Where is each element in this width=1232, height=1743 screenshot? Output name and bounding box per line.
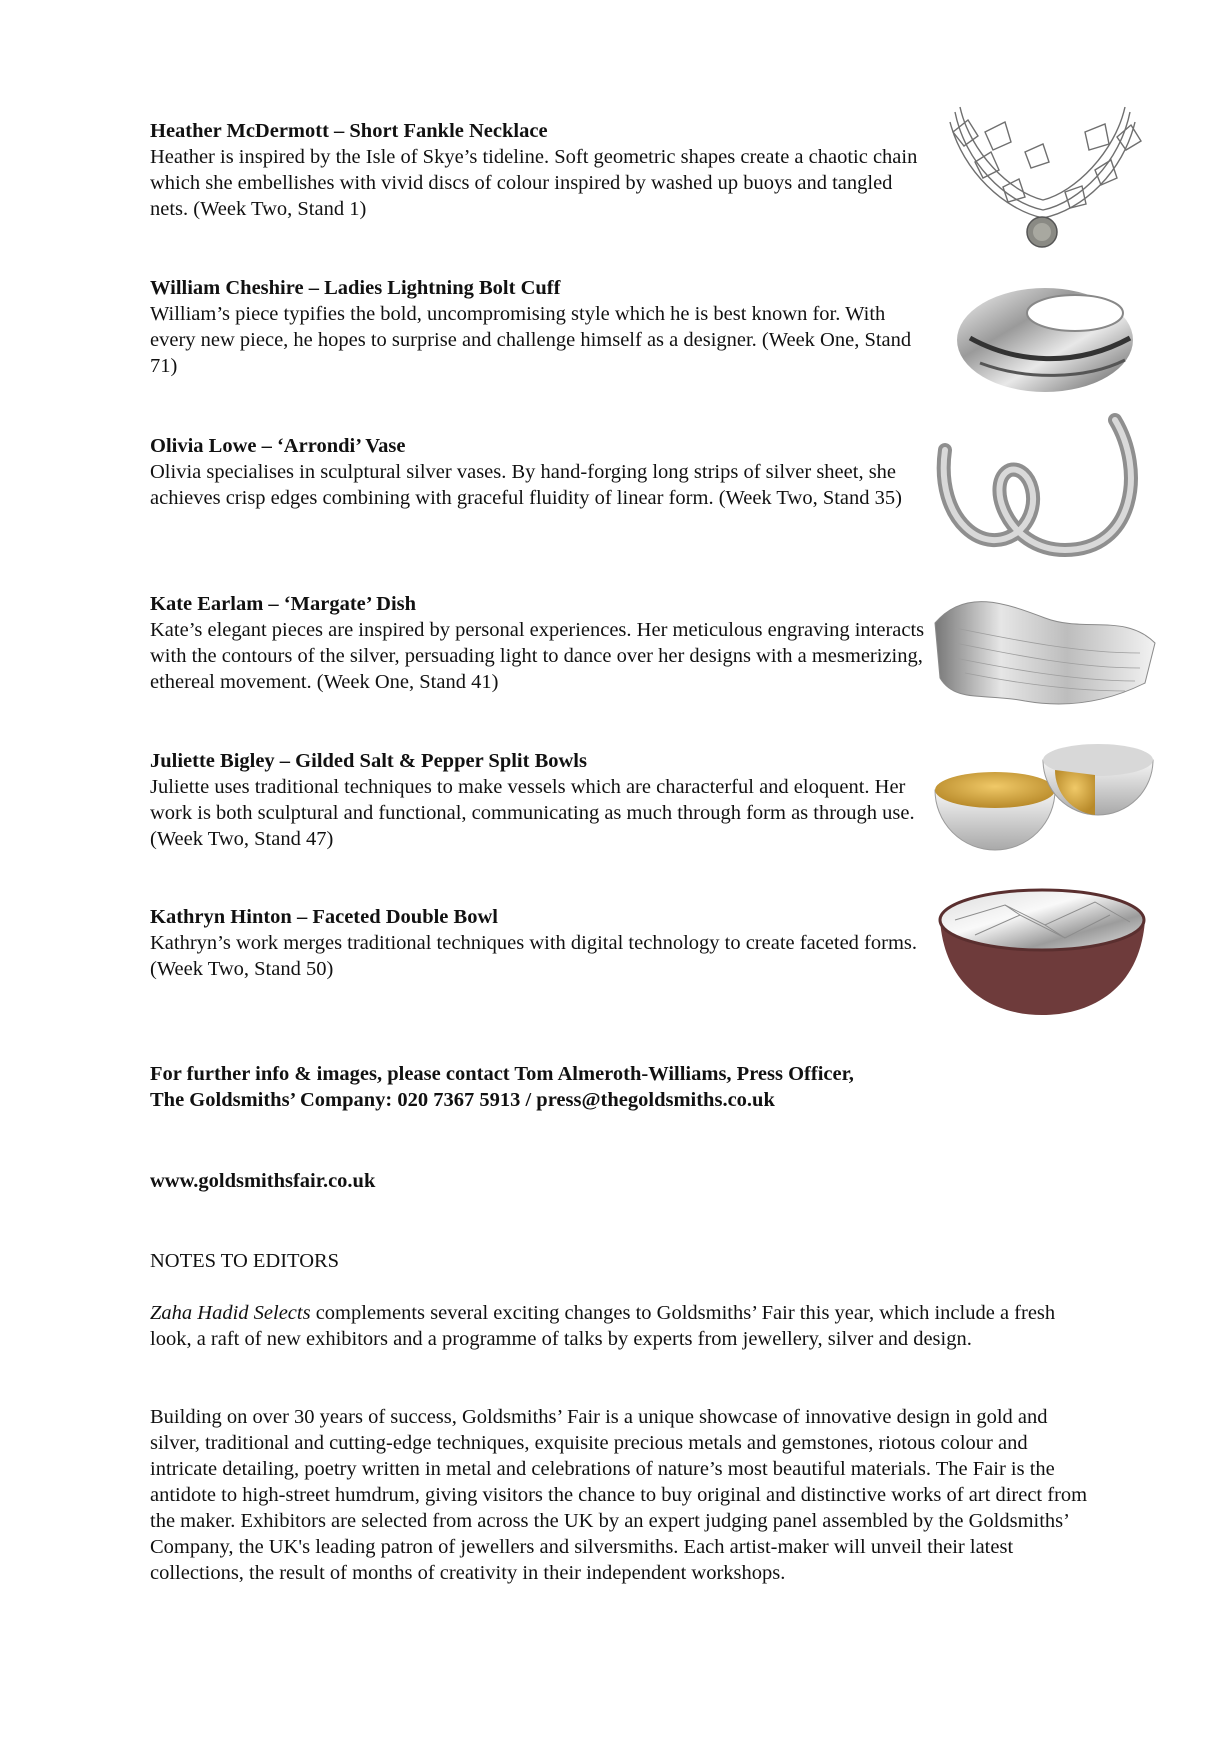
entry-body: Kathryn’s work merges traditional techniques with digital technology to create faceted forms. (Week Two, Stand 50): [150, 932, 917, 980]
dish-photo: [925, 583, 1160, 723]
entry-kate-earlam: [150, 591, 930, 695]
contact-line-2[interactable]: The Goldsmiths’ Company: 020 7367 5913 / press@thegoldsmiths.co.uk: [150, 1089, 775, 1111]
press-contact: [150, 1061, 1050, 1113]
entry-heather-mcdermott: [150, 118, 930, 222]
entry-body: William’s piece typifies the bold, uncompromising style which he is best known for. With every new piece, he hopes to surprise and challenge himself as a designer. (Week One, Stand 71): [150, 303, 912, 377]
entry-title: Kate Earlam – ‘Margate’ Dish: [150, 593, 417, 615]
entry-title: Heather McDermott – Short Fankle Necklace: [150, 120, 548, 142]
entry-kathryn-hinton: [150, 904, 930, 982]
notes-heading: NOTES TO EDITORS: [150, 1250, 340, 1272]
entry-body: Juliette uses traditional techniques to make vessels which are characterful and eloquent. Her work is both sculptural and functional, communicating as much through form as through use. (Week Two, Stand 47): [150, 776, 915, 850]
entry-olivia-lowe: [150, 433, 930, 511]
entry-title: Kathryn Hinton – Faceted Double Bowl: [150, 906, 498, 928]
cuff-photo: [925, 268, 1160, 403]
entry-juliette-bigley: [150, 748, 930, 852]
entry-body: Kate’s elegant pieces are inspired by personal experiences. Her meticulous engraving interacts with the contours of the silver, persuading light to dance over her designs with a mesmerizing, ethereal movement. (Week One, Stand 41): [150, 619, 925, 693]
necklace-photo: [925, 92, 1160, 257]
entry-title: Juliette Bigley – Gilded Salt & Pepper Split Bowls: [150, 750, 587, 772]
notes-paragraph-1: [150, 1300, 1090, 1352]
entry-title: William Cheshire – Ladies Lightning Bolt Cuff: [150, 277, 561, 299]
paragraph-text: complements several exciting changes to Goldsmiths’ Fair this year, which include a fresh look, a raft of new exhibitors and a programme of talks by experts from jewellery, silver and design.: [150, 1302, 1056, 1350]
bowls-photo: [925, 735, 1160, 865]
entry-william-cheshire: [150, 275, 930, 379]
entry-title: Olivia Lowe – ‘Arrondi’ Vase: [150, 435, 406, 457]
double-bowl-photo: [925, 880, 1160, 1020]
vase-photo: [925, 410, 1160, 570]
contact-line-1: For further info & images, please contact Tom Almeroth-Williams, Press Officer,: [150, 1063, 854, 1085]
entry-body: Olivia specialises in sculptural silver vases. By hand-forging long strips of silver sheet, she achieves crisp edges combining with graceful fluidity of linear form. (Week Two, Stand 35): [150, 461, 902, 509]
website-link[interactable]: www.goldsmithsfair.co.uk: [150, 1170, 376, 1192]
entry-body: Heather is inspired by the Isle of Skye’s tideline. Soft geometric shapes create a chaotic chain which she embellishes with vivid discs of colour inspired by washed up buoys and tangled nets. (Week Two, Stand 1): [150, 146, 918, 220]
italic-title: Zaha Hadid Selects: [150, 1302, 311, 1324]
notes-paragraph-2: Building on over 30 years of success, Goldsmiths’ Fair is a unique showcase of innovative design in gold and silver, traditional and cutting-edge techniques, exquisite precious metals and gemstones, riotous colour and intricate detailing, poetry written in metal and celebrations of nature’s most beautiful materials. The Fair is the antidote to high-street humdrum, giving visitors the chance to buy original and distinctive works of art direct from the maker. Exhibitors are selected from across the UK by an expert judging panel assembled by the Goldsmiths’ Company, the UK's leading patron of jewellers and silversmiths. Each artist-maker will unveil their latest collections, the result of months of creativity in their independent workshops.: [150, 1406, 1088, 1584]
